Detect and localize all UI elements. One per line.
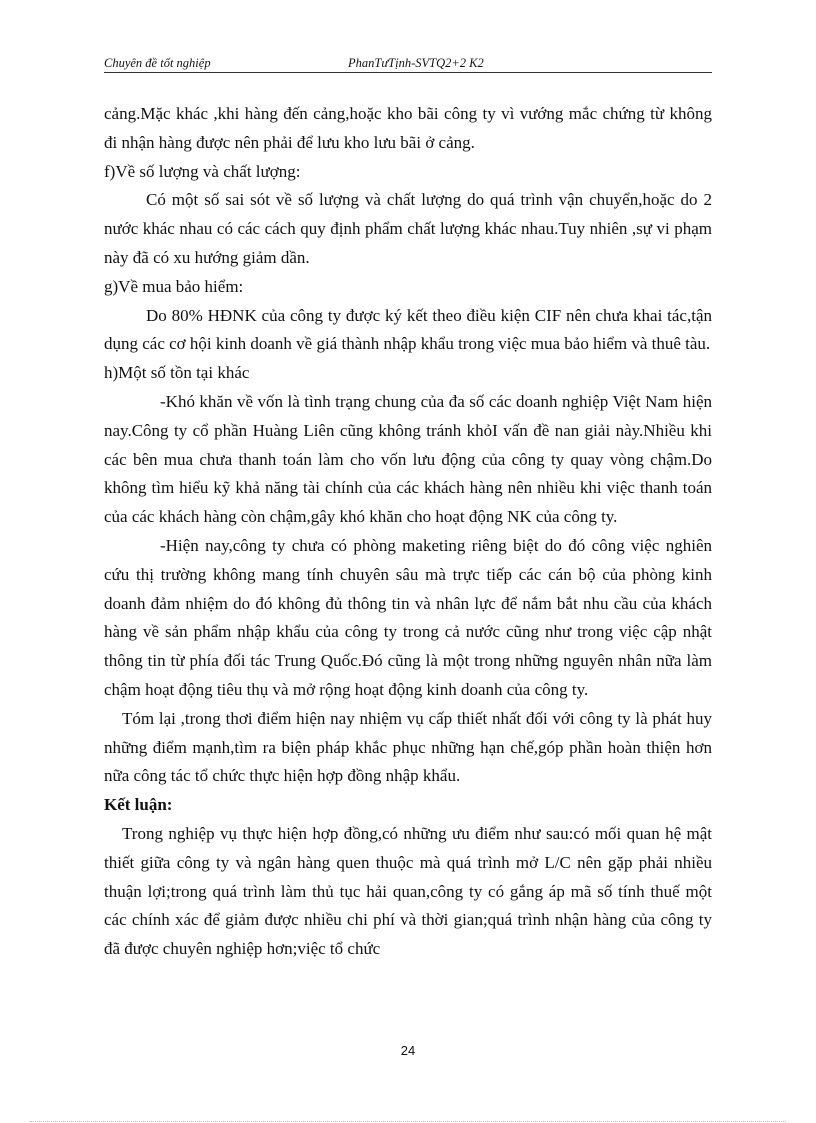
page-edge-divider [30,1121,786,1122]
paragraph-continuation: cảng.Mặc khác ,khi hàng đến cảng,hoặc kho bãi công ty vì vướng mắc chứng từ không đi nhận hàng được nên phải để lưu kho lưu bãi ở cảng. [104,104,712,152]
section-heading-f: f)Về số lượng và chất lượng: [104,161,301,181]
page-header [104,52,712,73]
paragraph-insurance: Do 80% HĐNK của công ty được ký kết theo điều kiện CIF nên chưa khai tác,tận dụng các cơ hội kinh doanh về giá thành nhập khẩu trong việc mua bảo hiểm và thuê tàu. [104,305,712,354]
paragraph-marketing: -Hiện nay,công ty chưa có phòng maketing riêng biệt do đó công việc nghiên cứu thị trường không mang tính chuyên sâu mà trực tiếp các cán bộ của phòng kinh doanh đảm nhiệm do đó không đủ thông tin và nhân lực để nắm bắt nhu cầu của khách hàng về sản phẩm nhập khẩu của công ty trong cả nước cũng như trong việc cập nhật thông tin từ phía đối tác Trung Quốc.Đó cũng là một trong những nguyên nhân nữa làm chậm hoạt động tiêu thụ và mở rộng hoạt động kinh doanh của công ty. [104,535,712,699]
paragraph-conclusion: Trong nghiệp vụ thực hiện hợp đồng,có những ưu điểm như sau:có mối quan hệ mật thiết giữa công ty và ngân hàng quen thuộc mà quá trình mở L/C nên gặp phải nhiều thuận lợi;trong quá trình làm thủ tục hải quan,công ty có gắng áp mã số tính thuế một các chính xác để giảm được nhiều chi phí và thời gian;quá trình nhận hàng của công ty đã được chuyên nghiệp hơn;việc tổ chức [104,823,712,959]
page-body [104,100,712,964]
page-number: 24 [400,1043,416,1058]
paragraph-quantity-quality: Có một số sai sót về số lượng và chất lượng do quá trình vận chuyển,hoặc do 2 nước khác nhau có các cách quy định phẩm chất lượng khác nhau.Tuy nhiên ,sự vi phạm này đã có xu hướng giảm dần. [104,190,712,267]
paragraph-capital: -Khó khăn về vốn là tình trạng chung của đa số các doanh nghiệp Việt Nam hiện nay.Công ty cổ phần Huàng Liên cũng không tránh khỏI vấn đề nan giải này.Nhiều khi các bên mua chưa thanh toán làm cho vốn lưu động của công ty quay vòng chậm.Do không tìm hiểu kỹ khả năng tài chính của các khách hàng nên nhiều khi việc thanh toán của các khách hàng còn chậm,gây khó khăn cho hoạt động NK của công ty. [104,391,712,527]
section-heading-g: g)Về mua bảo hiểm: [104,276,244,296]
conclusion-heading: Kết luận: [104,795,173,815]
header-author: PhanTưTịnh-SVTQ2+2 K2 [348,56,484,70]
section-heading-h: h)Một số tồn tại khác [104,363,250,383]
header-document-type: Chuyên đề tốt nghiệp [104,56,211,70]
paragraph-summary: Tóm lại ,trong thơi điểm hiện nay nhiệm vụ cấp thiết nhất đối với công ty là phát huy những điểm mạnh,tìm ra biện pháp khắc phục những hạn chế,góp phần hoàn thiện hơn nữa công tác tổ chức thực hiện hợp đồng nhập khẩu. [104,708,712,786]
